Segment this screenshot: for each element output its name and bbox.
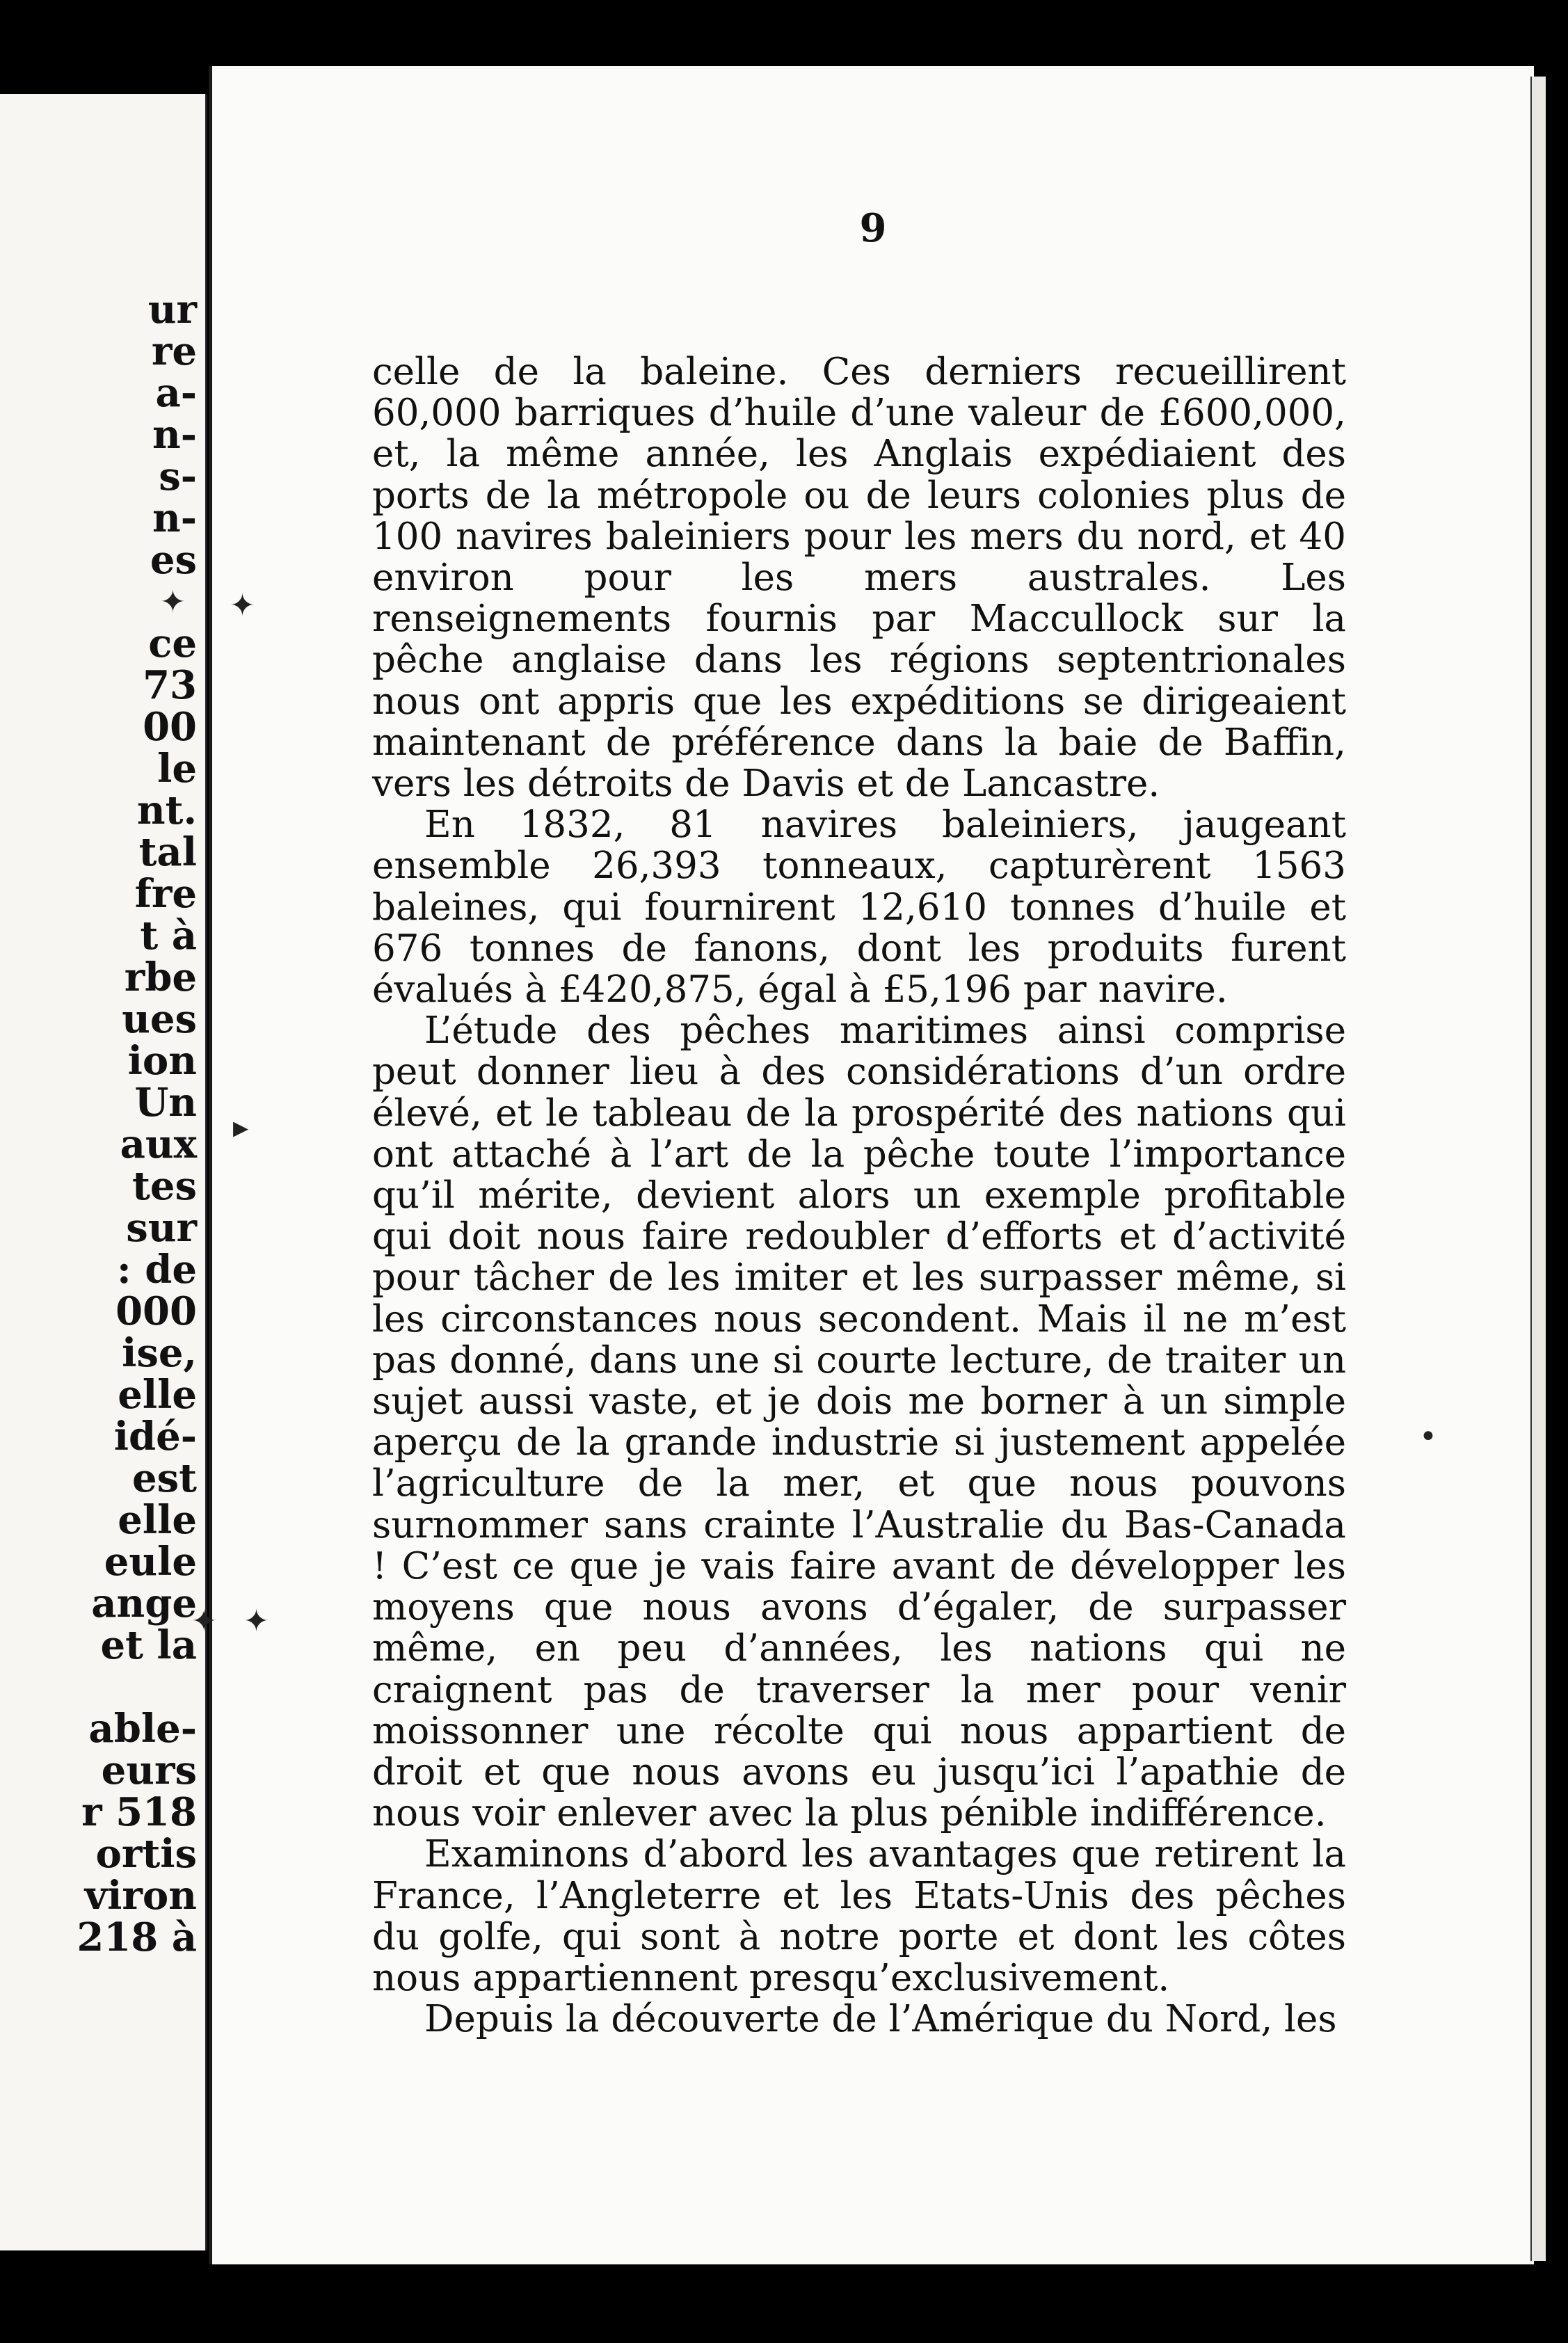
left-fragment-line: ce (148, 621, 197, 666)
left-fragment-line: 000 (115, 1288, 197, 1334)
left-fragment-line: re (151, 328, 197, 374)
left-fragment-line: n- (152, 412, 197, 458)
left-fragment-line: : de (117, 1247, 197, 1293)
left-fragment-line: elle (118, 1372, 197, 1418)
paragraph-2: En 1832, 81 navires baleiniers, jaugeant ensemble 26,393 tonneaux, capturèrent 1563 baleines, qui fournirent 12,610 tonnes d’huile et 676 tonnes de fanons, dont les produits furent évalués à £420,875, égal à £5,196 par navire. (372, 803, 1346, 1011)
left-fragment-line: viron (84, 1873, 197, 1919)
left-fragment-line: fre (134, 871, 197, 917)
margin-dot: • (1419, 1419, 1437, 1455)
left-fragment-line: aux (120, 1121, 197, 1167)
margin-mark: ✦ (230, 588, 255, 623)
left-fragment-line: 218 à (77, 1914, 197, 1960)
left-fragment-line: 00 (143, 704, 197, 750)
left-fragment-line: Un (134, 1080, 197, 1126)
body-text (372, 351, 1346, 2040)
left-fragment-line: t à (140, 913, 197, 959)
left-fragment-line: s- (159, 454, 197, 499)
left-fragment-line: a- (155, 370, 197, 416)
paragraph-3: L’étude des pêches maritimes ainsi comprise peut donner lieu à des considérations d’un ordre élevé, et le tableau de la prospérité des nations qui ont attaché à l’art de la pêche toute l’importance qu’il mérite, devient alors un exemple profitable qui doit nous faire redoubler d’efforts et d’activité pour tâcher de les imiter et les surpasser même, si les circonstances nous secondent. Mais il ne m’est pas donné, dans une si courte lecture, de traiter un sujet aussi vaste, et je dois me borner à un simple aperçu de la grande industrie si justement appelée l’agriculture de la mer, et que nous pouvons surnommer sans crainte l’Australie du Bas-Canada ! C’est ce que je vais faire avant de développer les moyens que nous avons d’égaler, de surpasser même, en peu d’années, les nations qui ne craignent pas de traverser la mer pour venir moissonner une récolte qui nous appartient de droit et que nous avons eu jusqu’ici l’apathie de nous voir enlever avec la plus pénible indifférence. (372, 1009, 1346, 1835)
margin-mark: ✦ (191, 1604, 217, 1639)
left-page-edge (0, 94, 207, 2250)
left-fragment-line: ion (127, 1038, 197, 1084)
margin-mark: ▸ (233, 1110, 249, 1145)
left-fragment-line: es (150, 537, 197, 583)
left-fragment-line: r 518 (81, 1789, 197, 1835)
left-fragment-line: ise, (122, 1330, 197, 1376)
main-page (209, 66, 1534, 2264)
left-fragment-line: ange (91, 1581, 197, 1626)
left-fragment-line: rbe (124, 954, 197, 1000)
page-number: 9 (859, 205, 887, 251)
left-fragment-line: ortis (95, 1831, 197, 1877)
left-fragment-line: et la (100, 1622, 197, 1668)
left-fragment-line: elle (118, 1497, 197, 1543)
left-fragment-line: ues (122, 996, 197, 1042)
margin-mark: ✦ (243, 1604, 269, 1639)
margin-mark: ✦ (160, 584, 186, 620)
right-page-edge (1530, 77, 1546, 2261)
left-fragment-line: nt. (136, 787, 197, 833)
left-fragment-line: sur (126, 1205, 197, 1251)
left-fragment-line: ur (147, 287, 197, 333)
paragraph-5: Depuis la découverte de l’Amérique du Nord, les (424, 1998, 1337, 2041)
left-fragment-line: le (157, 746, 197, 792)
left-fragment-line: est (131, 1455, 197, 1501)
left-fragment-line: eule (104, 1539, 197, 1585)
left-page-text-fragments (77, 289, 197, 1958)
left-fragment-line: n- (152, 495, 197, 541)
left-fragment-line: 73 (143, 662, 197, 708)
left-fragment-line: idé- (113, 1414, 197, 1460)
paragraph-4: Examinons d’abord les avantages que retirent la France, l’Angleterre et les Etats-Unis des pêches du golfe, qui sont à notre porte et dont les côtes nous appartiennent presqu’exclusivement. (372, 1833, 1346, 1999)
left-fragment-line: tal (138, 829, 197, 875)
paragraph-1: celle de la baleine. Ces derniers recueillirent 60,000 barriques d’huile d’une valeur de £600,000, et, la même année, les Anglais expédiaient des ports de la métropole ou de leurs colonies plus de 100 navires baleiniers pour les mers du nord, et 40 environ pour les mers australes. Les renseignements fournis par Maccullock sur la pêche anglaise dans les régions septentrionales nous ont appris que les expéditions se dirigeaient maintenant de préférence dans la baie de Baffin, vers les détroits de Davis et de Lancastre. (372, 351, 1346, 806)
left-fragment-line: eurs (101, 1748, 197, 1793)
left-fragment-line: tes (131, 1163, 197, 1209)
left-fragment-line (77, 1666, 197, 1708)
left-fragment-line: able- (88, 1706, 197, 1752)
